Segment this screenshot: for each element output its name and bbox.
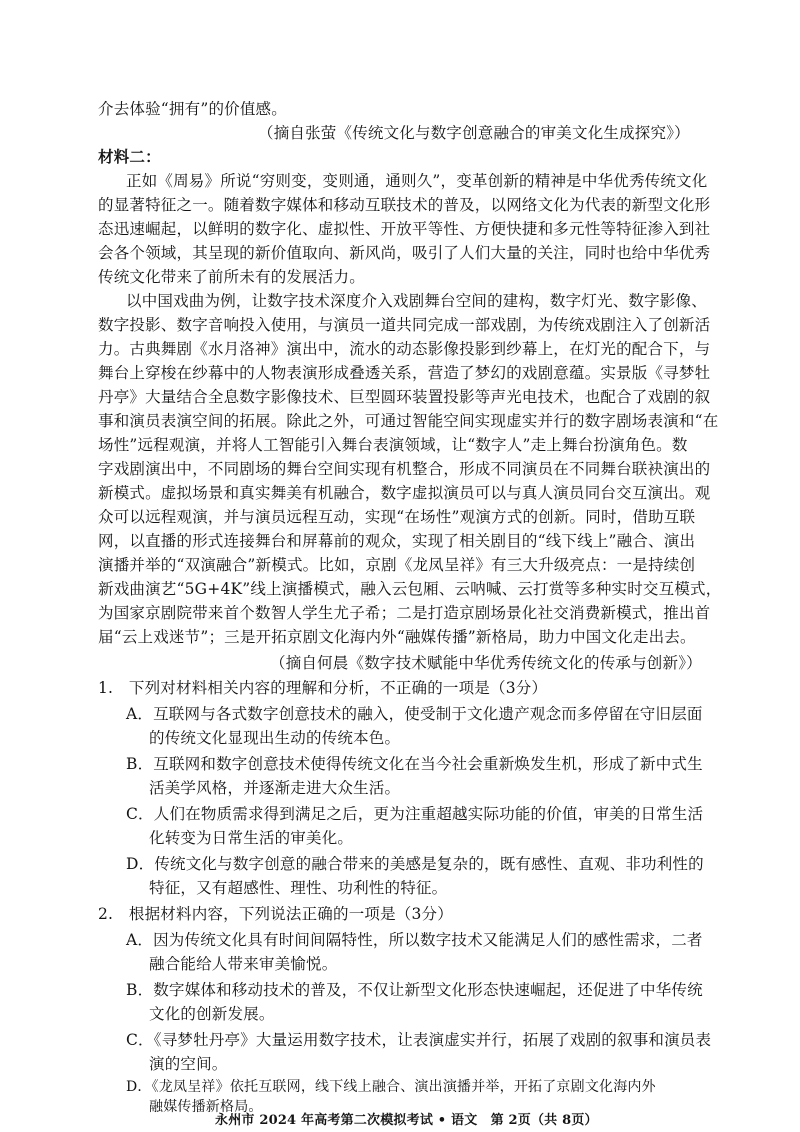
- material2-title: 材料二：: [98, 147, 161, 166]
- question-1-stem: 1. 下列对材料相关内容的理解和分析，不正确的一项是（3分）: [98, 679, 548, 697]
- citation-2: （摘自何晨《数字技术赋能中华优秀传统文化的传承与创新》）: [270, 654, 702, 672]
- para2-line: 字戏剧演出中，不同剧场的舞台空间实现有机整合，形成不同演员在不同舞台联袂演出的: [98, 460, 711, 478]
- q2-option-b-cont: 文化的创新发展。: [149, 1005, 275, 1023]
- para2-line: 新戏曲演艺“5G+4K”线上演播模式，融入云包厢、云呐喊、云打赏等多种实时交互模式，: [98, 580, 722, 598]
- para2-line: 舞台上穿梭在纱幕中的人物表演形成叠透关系，营造了梦幻的戏剧意蕴。实景版《寻梦牡: [98, 364, 711, 382]
- q1-option-a-cont: 的传统文化显现出生动的传统本色。: [149, 729, 401, 747]
- citation-1: （摘自张萤《传统文化与数字创意融合的审美文化生成探究》）: [258, 124, 690, 142]
- para2-line: 丹亭》大量结合全息数字影像技术、巨型圆环装置投影等声光电技术，也配合了戏剧的叙: [98, 388, 711, 406]
- q2-option-d: D．《龙凤呈祥》依托互联网，线下线上融合、演出演播并举，开拓了京剧文化海内外: [126, 1079, 656, 1095]
- q1-option-d-cont: 特征，又有超感性、理性、功利性的特征。: [149, 879, 448, 897]
- q2-option-b: B．数字媒体和移动技术的普及，不仅让新型文化形态快速崛起，还促进了中华传统: [126, 981, 703, 999]
- para2-line: 场性”远程观演，并将人工智能引入舞台表演领域，让“数字人”走上舞台扮演角色。数: [98, 436, 688, 454]
- page-footer: 永州市 2024 年高考第二次模拟考试 • 语文 第 2页（共 8页）: [215, 1113, 598, 1128]
- q1-option-d: D．传统文化与数字创意的融合带来的美感是复杂的，既有感性、直观、非功利性的: [126, 855, 704, 873]
- q1-option-a: A．互联网与各式数字创意技术的融入，使受制于文化遗产观念而多停留在守旧层面: [126, 705, 703, 723]
- para2-line: 众可以远程观演，并与演员远程互动，实现“在场性”观演方式的创新。同时，借助互联: [98, 508, 696, 526]
- question-2-stem: 2. 根据材料内容，下列说法正确的一项是（3分）: [98, 905, 453, 923]
- para2-line: 事和演员表演空间的拓展。除此之外，可通过智能空间实现虚实并行的数字剧场表演和“在: [98, 412, 719, 430]
- para2-line: 新模式。虚拟场景和真实舞美有机融合，数字虚拟演员可以与真人演员同台交互演出。观: [98, 484, 711, 502]
- q2-option-c-cont: 演的空间。: [149, 1055, 228, 1073]
- q2-option-a: A．因为传统文化具有时间间隔特性，所以数字技术又能满足人们的感性需求，二者: [126, 931, 703, 949]
- para1-line: 传统文化带来了前所未有的发展活力。: [98, 268, 365, 286]
- para2-line: 届“云上戏迷节”；三是开拓京剧文化海内外“融媒传播”新格局，助力中国文化走出去。: [98, 628, 696, 646]
- intro-tail: 介去体验“拥有”的价值感。: [98, 100, 287, 118]
- para2-line: 演播并举的“双演融合”新模式。比如，京剧《龙凤呈祥》有三大升级亮点：一是持续创: [98, 556, 696, 574]
- q2-option-c: C．《寻梦牡丹亭》大量运用数字技术，让表演虚实并行，拓展了戏剧的叙事和演员表: [126, 1031, 712, 1049]
- q1-option-b: B．互联网和数字创意技术使得传统文化在当今社会重新焕发生机，形成了新中式生: [126, 755, 703, 773]
- q1-option-b-cont: 活美学风格，并逐渐走进大众生活。: [149, 779, 401, 797]
- q1-option-c-cont: 化转变为日常生活的审美化。: [149, 829, 354, 847]
- para1-line: 态迅速崛起，以鲜明的数字化、虚拟性、开放平等性、方便快捷和多元性等特征渗入到社: [98, 220, 711, 238]
- para1-line: 正如《周易》所说“穷则变，变则通，通则久”，变革创新的精神是中华优秀传统文化: [126, 172, 708, 190]
- q2-option-a-cont: 融合能给人带来审美愉悦。: [149, 955, 338, 973]
- para2-line: 为国家京剧院带来首个数智人学生尤子希；二是打造京剧场景化社交消费新模式，推出首: [98, 604, 711, 622]
- para1-line: 会各个领域，其呈现的新价值取向、新风尚，吸引了人们大量的关注，同时也给中华优秀: [98, 244, 711, 262]
- para1-line: 的显著特征之一。随着数字媒体和移动互联技术的普及，以网络文化为代表的新型文化形: [98, 196, 711, 214]
- para2-line: 力。古典舞剧《水月洛神》演出中，流水的动态影像投影到纱幕上，在灯光的配合下，与: [98, 340, 711, 358]
- para2-line: 网，以直播的形式连接舞台和屏幕前的观众，实现了相关剧目的“线下线上”融合、演出: [98, 532, 696, 550]
- q1-option-c: C．人们在物质需求得到满足之后，更为注重超越实际功能的价值，审美的日常生活: [126, 805, 704, 823]
- para2-line: 以中国戏曲为例，让数字技术深度介入戏剧舞台空间的建构，数字灯光、数字影像、: [126, 292, 707, 310]
- q2-option-d-cont: 融媒传播新格局。: [149, 1099, 263, 1115]
- para2-line: 数字投影、数字音响投入使用，与演员一道共同完成一部戏剧，为传统戏剧注入了创新活: [98, 316, 711, 334]
